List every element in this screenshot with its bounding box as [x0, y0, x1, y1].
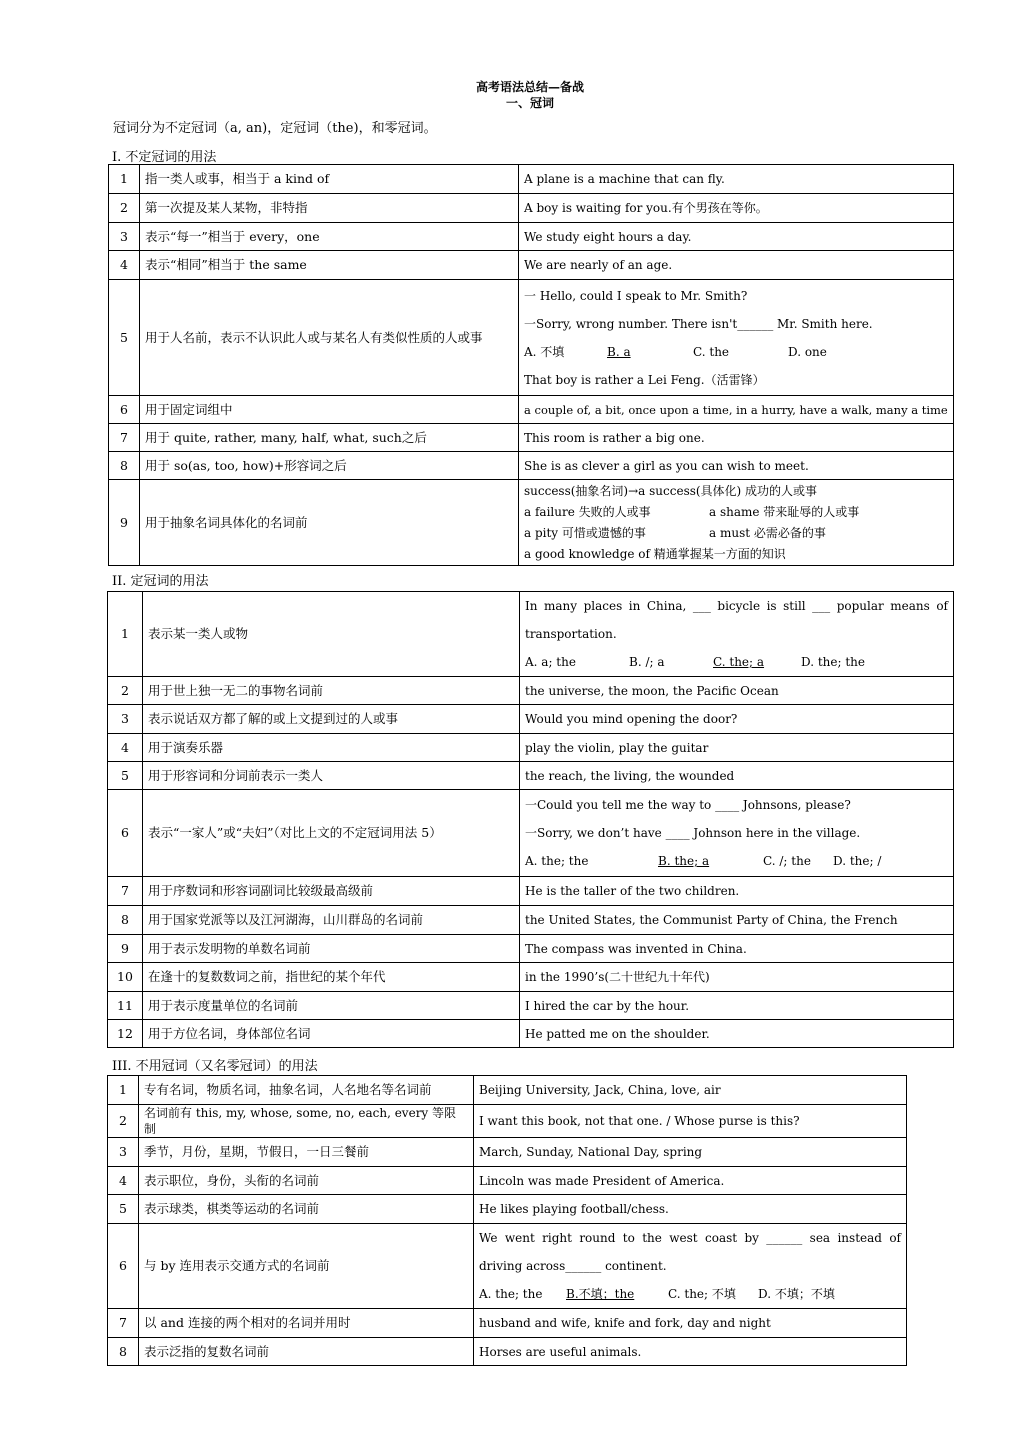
row-number: 2	[108, 1105, 139, 1138]
option-a: A. 不填	[524, 344, 565, 359]
usage-cell: 以 and 连接的两个相对的名词并用时	[139, 1309, 474, 1338]
answer-options	[479, 1280, 901, 1308]
answer-options	[524, 338, 948, 366]
dialogue-line: 一Sorry, we don’t have ____ Johnson here in the village.	[525, 826, 861, 840]
row-number: 4	[108, 1167, 139, 1195]
example-cell: He likes playing football/chess.	[474, 1195, 907, 1224]
table-row	[109, 396, 954, 424]
row-number: 4	[108, 734, 143, 762]
row-number: 3	[108, 1138, 139, 1167]
usage-cell: 表示某一类人或物	[143, 592, 520, 677]
table-row	[108, 762, 954, 790]
example-cell	[519, 280, 954, 396]
row-number: 1	[108, 592, 143, 677]
example-line: success(抽象名词)→a success(具体化) 成功的人或事	[524, 483, 818, 498]
option-c: C. the	[693, 344, 730, 359]
row-number: 9	[109, 480, 140, 566]
section-heading: I. 不定冠词的用法	[112, 150, 217, 165]
example-cell: A boy is waiting for you.有个男孩在等你。	[519, 194, 954, 223]
option-b-answer: B.不填；the	[566, 1287, 635, 1301]
option-b-answer: B. the; a	[658, 854, 710, 868]
example-cell	[520, 592, 954, 677]
row-number: 10	[108, 963, 143, 992]
usage-cell: 表示泛指的复数名词前	[139, 1338, 474, 1366]
row-number: 11	[108, 992, 143, 1020]
term: a failure 失败的人或事	[524, 504, 651, 519]
usage-cell: 专有名词，物质名词，抽象名词，人名地名等名词前	[139, 1076, 474, 1105]
question-text: In many places in China, ___ bicycle is still ___ popular means of transportation.	[525, 599, 948, 641]
option-d: D. the; /	[833, 854, 882, 868]
usage-cell: 季节，月份，星期，节假日，一日三餐前	[139, 1138, 474, 1167]
table-row	[109, 251, 954, 280]
table-row	[108, 1138, 907, 1167]
table-row	[109, 452, 954, 480]
section-heading: II. 定冠词的用法	[112, 574, 209, 589]
term: a must 必需必备的事	[709, 525, 826, 540]
usage-cell: 用于表示度量单位的名词前	[143, 992, 520, 1020]
usage-cell: 用于序数词和形容词副词比较级最高级前	[143, 877, 520, 906]
row-number: 9	[108, 935, 143, 963]
row-number: 3	[109, 223, 140, 251]
term: a pity 可惜或遗憾的事	[524, 525, 646, 540]
usage-cell: 名词前有 this, my, whose, some, no, each, every 等限制	[139, 1105, 474, 1138]
usage-cell: 与 by 连用表示交通方式的名词前	[139, 1224, 474, 1309]
example-line: a good knowledge of 精通掌握某一方面的知识	[524, 546, 786, 561]
table-row	[108, 705, 954, 734]
row-number: 6	[108, 790, 143, 877]
dialogue-line: 一Sorry, wrong number. There isn't______ Mr. Smith here.	[524, 316, 873, 331]
usage-cell: 用于 quite, rather, many, half, what, such之后	[140, 424, 519, 452]
table-row	[108, 1338, 907, 1366]
table-row	[108, 790, 954, 877]
definite-article-table	[107, 591, 954, 1048]
example-cell: We study eight hours a day.	[519, 223, 954, 251]
example-cell: A plane is a machine that can fly.	[519, 165, 954, 194]
usage-cell: 第一次提及某人某物，非特指	[140, 194, 519, 223]
example-cell: husband and wife, knife and fork, day and night	[474, 1309, 907, 1338]
table-row	[108, 935, 954, 963]
usage-cell: 表示“一家人”或“夫妇”（对比上文的不定冠词用法 5）	[143, 790, 520, 877]
example-cell: She is as clever a girl as you can wish to meet.	[519, 452, 954, 480]
table-row	[108, 1167, 907, 1195]
usage-cell: 用于方位名词，身体部位名词	[143, 1020, 520, 1048]
usage-cell: 用于固定词组中	[140, 396, 519, 424]
usage-cell: 在逢十的复数数词之前，指世纪的某个年代	[143, 963, 520, 992]
usage-cell: 表示“每一”相当于 every，one	[140, 223, 519, 251]
example-cell: The compass was invented in China.	[520, 935, 954, 963]
example-cell: Would you mind opening the door?	[520, 705, 954, 734]
option-c: C. the; 不填	[668, 1287, 736, 1301]
table-row	[108, 906, 954, 935]
row-number: 6	[109, 396, 140, 424]
row-number: 5	[108, 762, 143, 790]
usage-cell: 表示“相同”相当于 the same	[140, 251, 519, 280]
usage-cell: 用于抽象名词具体化的名词前	[140, 480, 519, 566]
dialogue-line: 一Could you tell me the way to ____ Johnsons, please?	[525, 798, 851, 812]
zero-article-table	[107, 1075, 907, 1366]
example-cell: in the 1990’s(二十世纪九十年代)	[520, 963, 954, 992]
table-row	[108, 992, 954, 1020]
option-c: C. /; the	[763, 854, 811, 868]
usage-cell: 用于演奏乐器	[143, 734, 520, 762]
option-d: D. 不填；不填	[758, 1287, 835, 1301]
example-cell: Beijing University, Jack, China, love, air	[474, 1076, 907, 1105]
usage-cell: 表示说话双方都了解的或上文提到过的人或事	[143, 705, 520, 734]
row-number: 7	[109, 424, 140, 452]
example-cell	[520, 790, 954, 877]
usage-cell: 用于 so(as, too, how)+形容词之后	[140, 452, 519, 480]
example-line	[524, 502, 948, 523]
example-cell: Horses are useful animals.	[474, 1338, 907, 1366]
example-cell: March, Sunday, National Day, spring	[474, 1138, 907, 1167]
option-a: A. the; the	[525, 854, 589, 868]
table-row	[108, 1076, 907, 1105]
example-cell: We are nearly of an age.	[519, 251, 954, 280]
example-cell: I hired the car by the hour.	[520, 992, 954, 1020]
table-row	[109, 280, 954, 396]
row-number: 6	[108, 1224, 139, 1309]
example-cell: This room is rather a big one.	[519, 424, 954, 452]
usage-cell: 指一类人或事，相当于 a kind of	[140, 165, 519, 194]
example-cell: the reach, the living, the wounded	[520, 762, 954, 790]
row-number: 12	[108, 1020, 143, 1048]
row-number: 4	[109, 251, 140, 280]
table-row	[108, 963, 954, 992]
answer-options	[525, 847, 948, 875]
option-b: B. /; a	[629, 655, 665, 669]
indefinite-article-table	[108, 164, 954, 566]
table-row	[108, 1309, 907, 1338]
table-row	[108, 734, 954, 762]
usage-cell: 表示职位，身份，头衔的名词前	[139, 1167, 474, 1195]
usage-cell: 用于表示发明物的单数名词前	[143, 935, 520, 963]
example-line: That boy is rather a Lei Feng.（活雷锋）	[524, 372, 765, 387]
row-number: 5	[109, 280, 140, 396]
example-cell	[519, 480, 954, 566]
row-number: 7	[108, 1309, 139, 1338]
table-row	[109, 223, 954, 251]
table-row	[108, 1224, 907, 1309]
example-cell: He is the taller of the two children.	[520, 877, 954, 906]
page-title: 高考语法总结—备战	[475, 80, 584, 94]
row-number: 5	[108, 1195, 139, 1224]
usage-cell: 表示球类，棋类等运动的名词前	[139, 1195, 474, 1224]
option-d: D. the; the	[801, 655, 865, 669]
row-number: 2	[108, 677, 143, 705]
intro-text: 冠词分为不定冠词（a, an)，定冠词（the)，和零冠词。	[113, 121, 437, 136]
option-b-answer: B. a	[607, 344, 631, 359]
example-line	[524, 523, 948, 544]
table-row	[108, 677, 954, 705]
row-number: 1	[109, 165, 140, 194]
example-cell: I want this book, not that one. / Whose purse is this?	[474, 1105, 907, 1138]
table-row	[108, 1020, 954, 1048]
row-number: 8	[109, 452, 140, 480]
usage-cell: 用于世上独一无二的事物名词前	[143, 677, 520, 705]
table-row	[109, 424, 954, 452]
option-a: A. a; the	[525, 655, 576, 669]
section-subtitle: 一、冠词	[505, 96, 554, 110]
row-number: 3	[108, 705, 143, 734]
usage-cell: 用于形容词和分词前表示一类人	[143, 762, 520, 790]
row-number: 8	[108, 906, 143, 935]
example-cell: play the violin, play the guitar	[520, 734, 954, 762]
option-a: A. the; the	[479, 1287, 543, 1301]
row-number: 8	[108, 1338, 139, 1366]
example-cell: He patted me on the shoulder.	[520, 1020, 954, 1048]
row-number: 7	[108, 877, 143, 906]
term: a shame 带来耻辱的人或事	[709, 504, 860, 519]
dialogue-line: 一 Hello, could I speak to Mr. Smith?	[524, 288, 748, 303]
table-row	[108, 1105, 907, 1138]
example-cell: the universe, the moon, the Pacific Ocean	[520, 677, 954, 705]
table-row	[109, 480, 954, 566]
example-cell: the United States, the Communist Party of China, the French	[520, 906, 954, 935]
table-row	[108, 592, 954, 677]
example-cell: Lincoln was made President of America.	[474, 1167, 907, 1195]
example-cell	[474, 1224, 907, 1309]
table-row	[109, 165, 954, 194]
row-number: 1	[108, 1076, 139, 1105]
row-number: 2	[109, 194, 140, 223]
option-c-answer: C. the; a	[713, 655, 765, 669]
table-row	[108, 1195, 907, 1224]
usage-cell: 用于人名前，表示不认识此人或与某名人有类似性质的人或事	[140, 280, 519, 396]
table-row	[109, 194, 954, 223]
usage-cell: 用于国家党派等以及江河湖海，山川群岛的名词前	[143, 906, 520, 935]
option-d: D. one	[788, 344, 827, 359]
section-heading: III. 不用冠词（又名零冠词）的用法	[112, 1059, 318, 1074]
answer-options	[525, 648, 948, 676]
table-row	[108, 877, 954, 906]
question-text: We went right round to the west coast by ______ sea instead of driving across______ continent.	[479, 1231, 901, 1273]
example-cell: a couple of, a bit, once upon a time, in a hurry, have a walk, many a time	[519, 396, 954, 424]
